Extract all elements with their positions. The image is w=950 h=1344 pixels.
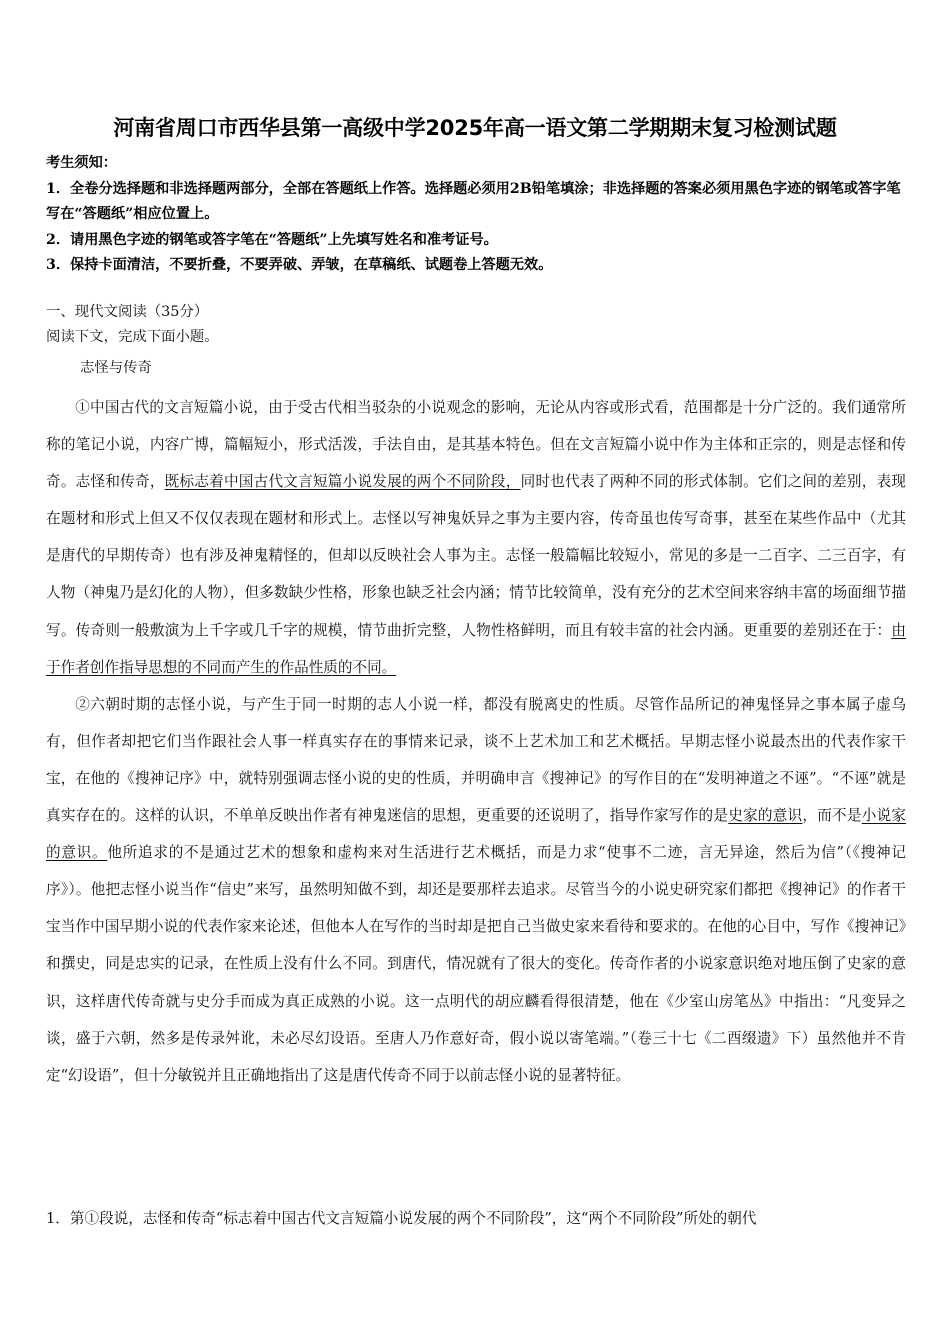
paragraph-text: ②六朝时期的志怪小说，与产生于同一时期的志人小说一样，都没有脱离史的性质。尽管作品所记的神鬼怪异之事本属子虚乌有，但作者却把它们当作跟社会人事一样真实存在的事情来记录，谈不上艺术加工和艺术概括。早期志怪小说最杰出的代表作家干宝，在他的《搜神记序》中，就特别强调志怪小说的史的性质，并明确申言《搜神记》的写作目的在“发明神道之不诬”。“不诬”就是真实存在的。这样的认识，不单单反映出作者有神鬼迷信的思想，更重要的还说明了，指导作家写作的是 [46,695,906,825]
underlined-phrase: 史家的意识 [728,807,803,825]
underlined-phrase: 既标志着中国古代文言短篇小说发展的两个不同阶段， [164,473,521,491]
question-1: 1．第①段说，志怪和传奇“标志着中国古代文言短篇小说发展的两个不同阶段”，这“两个不同阶段”所处的朝代 [46,1210,757,1227]
article-title: 志怪与传奇 [80,360,152,376]
paragraph-text: 他所追求的不是通过艺术的想象和虚构来对生活进行艺术概括，而是力求“使事不二迹，言无异途，然后为信”（《搜神记序》）。他把志怪小说当作“信史”来写，虽然明知做不到，却还是要那样去追求。尽管当今的小说史研究家们都把《搜神记》的作者干宝当作中国早期小说的代表作家来论述，但他本人在写作的当时却是把自己当做史家来看待和要求的。在他的心目中，写作《搜神记》和撰史，同是忠实的记录，在性质上没有什么不同。到唐代，情况就有了很大的变化。传奇作者的小说家意识绝对地压倒了史家的意识，这样唐代传奇就与史分手而成为真正成熟的小说。这一点明代的胡应麟看得很清楚，他在《少室山房笔丛》中指出：“凡变异之谈，盛于六朝，然多是传录舛讹，未必尽幻设语。至唐人乃作意好奇，假小说以寄笔端。”（卷三十七《二酉缀遗》下）虽然他并不肯定“幻设语”，但十分敏锐并且正确地指出了这是唐代传奇不同于以前志怪小说的显著特征。 [46,844,906,1084]
underlined-phrase: 小说家的意识。 [46,807,906,862]
paragraph-text: ①中国古代的文言短篇小说，由于受古代相当驳杂的小说观念的影响，无论从内容或形式看，范围都是十分广泛的。我们通常所称的笔记小说，内容广博，篇幅短小，形式活泼，手法自由，是其基本特色。但在文言短篇小说中作为主体和正宗的，则是志怪和传奇。志怪和传奇， [46,399,906,491]
notice-item: 3．保持卡面清洁，不要折叠，不要弄破、弄皱，在草稿纸、试题卷上答题无效。 [46,257,553,273]
underlined-phrase: 由于作者创作指导思想的不同而产生的作品性质的不同。 [46,621,906,676]
notice-item: 2．请用黑色字迹的钢笔或答字笔在“答题纸”上先填写姓名和准考证号。 [46,231,498,248]
paragraph-2 [46,686,906,1094]
section-header [46,300,906,350]
reading-instruction: 阅读下文，完成下面小题。 [46,329,219,345]
article-body [46,389,906,1094]
exam-title: 河南省周口市西华县第一高级中学2025年高一语文第二学期期末复习检测试题 [113,116,837,140]
paragraph-text: 同时也代表了两种不同的形式体制。它们之间的差别，表现在题材和形式上但又不仅仅表现在题材和形式上。志怪以写神鬼妖异之事为主要内容，传奇虽也传写奇事，甚至在某些作品中（尤其是唐代的早期传奇）也有涉及神鬼精怪的，但却以反映社会人事为主。志怪一般篇幅比较短小，常见的多是一二百字、二三百字，有人物（神鬼乃是幻化的人物），但多数缺少性格，形象也缺乏社会内涵；情节比较简单，没有充分的艺术空间来容纳丰富的场面细节描写。传奇则一般敷演为上千字或几千字的规模，情节曲折完整，人物性格鲜明，而且有较丰富的社会内涵。更重要的差别还在于： [46,473,906,639]
paragraph-text: ，而不是 [802,807,862,825]
section-heading: 一、现代文阅读（35分） [46,304,209,320]
candidate-notice [46,151,906,279]
paragraph-1 [46,389,906,686]
notice-item: 1．全卷分选择题和非选择题两部分，全部在答题纸上作答。选择题必须用2B铅笔填涂；非选择题的答案必须用黑色字迹的钢笔或答字笔写在“答题纸”相应位置上。 [46,180,901,222]
notice-heading: 考生须知： [46,155,117,171]
